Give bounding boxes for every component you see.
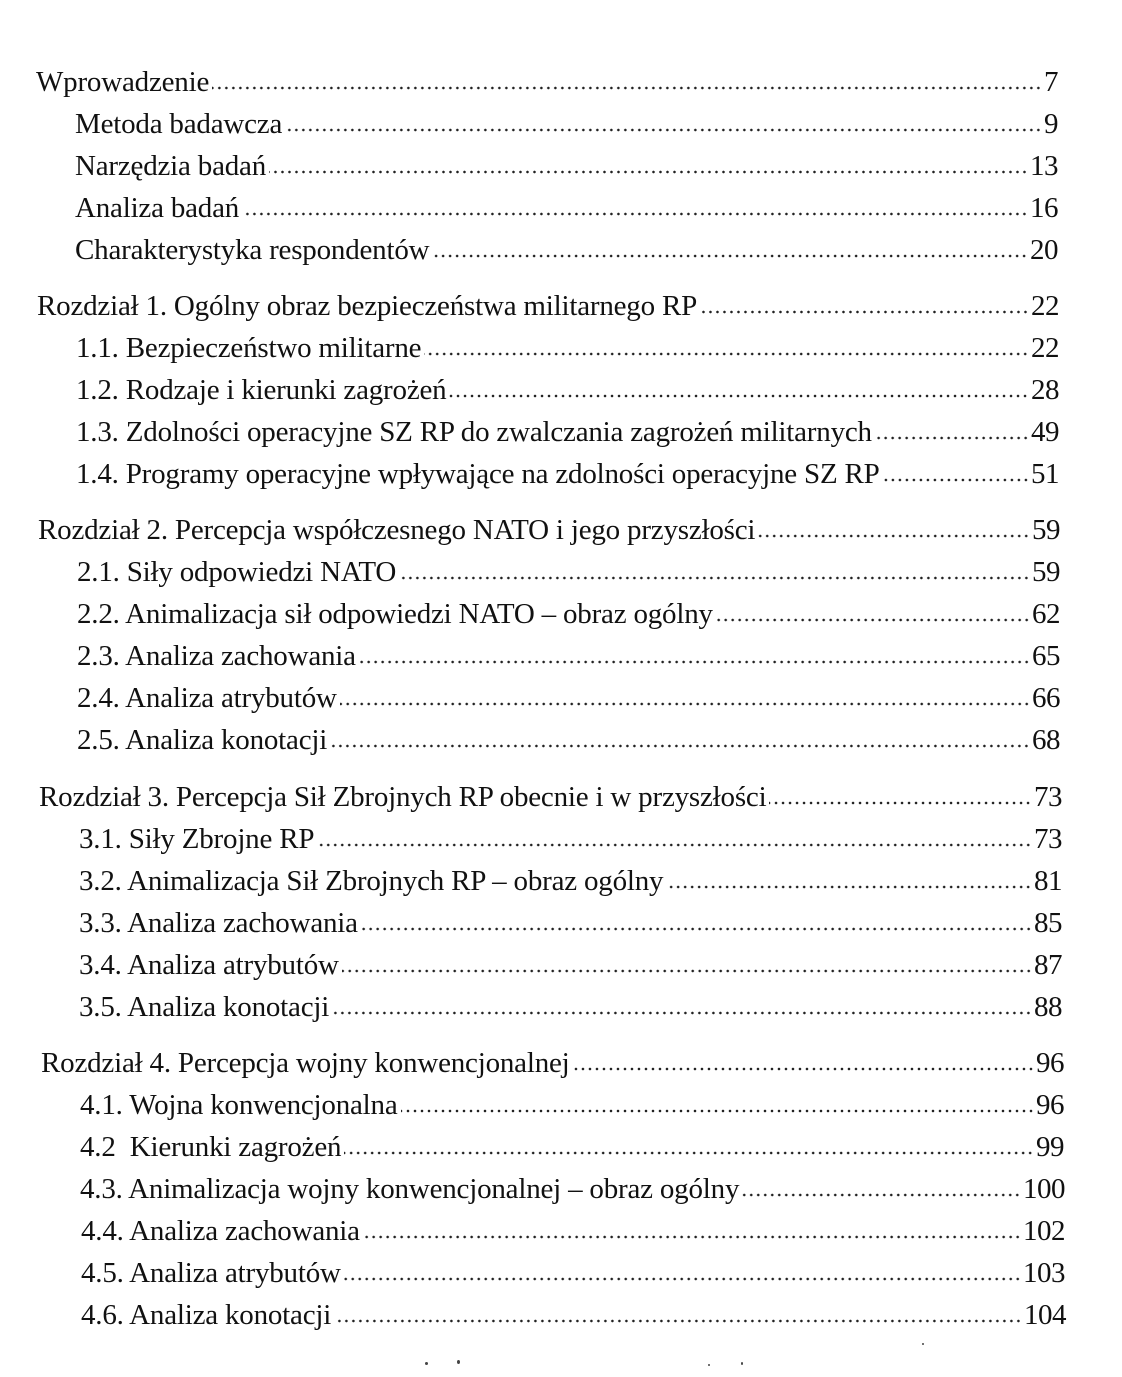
- toc-entry-title: 4.4. Analiza zachowania: [81, 1215, 360, 1247]
- toc-entry-page: 16: [1030, 192, 1058, 224]
- toc-entry-chapter-3: [39, 777, 1062, 817]
- toc-entry-title: 3.5. Analiza konotacji: [79, 991, 330, 1023]
- toc-entry-title: 4.3. Animalizacja wojny konwencjonalnej – obraz ogólny: [80, 1173, 740, 1205]
- dot-leader: [317, 842, 1032, 848]
- toc-subentry: [79, 945, 1062, 985]
- toc-entry-page: 99: [1036, 1131, 1064, 1163]
- toc-subentry: [77, 552, 1060, 592]
- toc-subentry: [76, 370, 1059, 410]
- toc-entry-page: 7: [1044, 66, 1058, 98]
- toc-entry-page: 51: [1031, 458, 1059, 490]
- toc-entry-title: 2.5. Analiza konotacji: [77, 724, 328, 756]
- toc-entry-page: 49: [1031, 416, 1059, 448]
- dot-leader: [344, 1276, 1021, 1282]
- toc-entry-title: 1.4. Programy operacyjne wpływające na zdolności operacyjne SZ RP: [76, 458, 880, 490]
- toc-entry-title: Charakterystyka respondentów: [75, 234, 430, 266]
- dot-leader: [330, 743, 1030, 749]
- toc-entry-title: 3.4. Analiza atrybutów: [79, 949, 339, 981]
- toc-entry-page: 59: [1032, 556, 1060, 588]
- toc-subentry: [76, 328, 1059, 368]
- toc-entry-title: 4.5. Analiza atrybutów: [81, 1257, 341, 1289]
- toc-entry-title: 2.1. Siły odpowiedzi NATO: [77, 556, 397, 588]
- dot-leader: [742, 1192, 1021, 1198]
- toc-subentry: [77, 678, 1060, 718]
- dot-leader: [242, 211, 1028, 217]
- dot-leader: [666, 884, 1032, 890]
- toc-entry-page: 73: [1034, 823, 1062, 855]
- toc-entry-title: 4.1. Wojna konwencjonalna: [80, 1089, 398, 1121]
- scan-speck: [708, 1364, 710, 1366]
- toc-subentry: [77, 636, 1060, 676]
- toc-entry-title: Rozdział 1. Ogólny obraz bezpieczeństwa militarnego RP: [37, 290, 698, 322]
- toc-subentry: [81, 1295, 1066, 1335]
- toc-entry-page: 96: [1036, 1047, 1064, 1079]
- toc-entry-title: 1.2. Rodzaje i kierunki zagrożeń: [76, 374, 447, 406]
- scan-speck: [741, 1362, 743, 1365]
- toc-entry-title: Rozdział 3. Percepcja Sił Zbrojnych RP obecnie i w przyszłości: [39, 781, 767, 813]
- toc-subentry: [75, 188, 1058, 228]
- dot-leader: [758, 533, 1030, 539]
- toc-entry-page: 65: [1032, 640, 1060, 672]
- toc-entry-title: 3.3. Analiza zachowania: [79, 907, 358, 939]
- toc-subentry: [77, 720, 1060, 760]
- toc-entry-page: 59: [1032, 514, 1060, 546]
- toc-subentry: [79, 987, 1062, 1027]
- dot-leader: [361, 926, 1032, 932]
- toc-entry-page: 81: [1034, 865, 1062, 897]
- toc-subentry: [75, 230, 1058, 270]
- toc-subentry: [79, 861, 1062, 901]
- dot-leader: [359, 659, 1030, 665]
- dot-leader: [344, 1150, 1034, 1156]
- toc-entry-title: Narzędzia badań: [75, 150, 267, 182]
- dot-leader: [332, 1010, 1032, 1016]
- dot-leader: [449, 393, 1029, 399]
- toc-subentry: [80, 1085, 1064, 1125]
- toc-entry-page: 20: [1030, 234, 1058, 266]
- toc-entry-chapter-2: [38, 510, 1060, 550]
- toc-entry-title: 4.2 Kierunki zagrożeń: [80, 1131, 342, 1163]
- toc-entry-page: 85: [1034, 907, 1062, 939]
- toc-entry-page: 22: [1031, 290, 1059, 322]
- toc-entry-title: Rozdział 4. Percepcja wojny konwencjonalnej: [41, 1047, 570, 1079]
- dot-leader: [399, 575, 1030, 581]
- toc-subentry: [77, 594, 1060, 634]
- toc-subentry: [76, 412, 1059, 452]
- toc-subentry: [76, 454, 1059, 494]
- dot-leader: [212, 85, 1042, 91]
- toc-entry-page: 22: [1031, 332, 1059, 364]
- toc-subentry: [81, 1253, 1065, 1293]
- dot-leader: [769, 800, 1032, 806]
- toc-entry-page: 68: [1032, 724, 1060, 756]
- scan-speck: [457, 1360, 460, 1364]
- toc-entry-title: Analiza badań: [75, 192, 240, 224]
- dot-leader: [401, 1108, 1035, 1114]
- toc-entry-title: 2.4. Analiza atrybutów: [77, 682, 337, 714]
- dot-leader: [883, 477, 1029, 483]
- dot-leader: [363, 1234, 1021, 1240]
- dot-leader: [700, 309, 1029, 315]
- toc-entry-chapter-1: [37, 286, 1059, 326]
- toc-entry-page: 28: [1031, 374, 1059, 406]
- toc-subentry: [80, 1169, 1065, 1209]
- dot-leader: [716, 617, 1030, 623]
- toc-entry-intro: [36, 62, 1058, 102]
- toc-entry-page: 13: [1030, 150, 1058, 182]
- toc-entry-page: 96: [1036, 1089, 1064, 1121]
- toc-entry-page: 103: [1023, 1257, 1065, 1289]
- dot-leader: [875, 435, 1029, 441]
- toc-entry-chapter-4: [41, 1043, 1064, 1083]
- dot-leader: [432, 253, 1028, 259]
- scan-speck: [922, 1343, 924, 1345]
- toc-entry-page: 9: [1044, 108, 1058, 140]
- toc-entry-page: 87: [1034, 949, 1062, 981]
- dot-leader: [573, 1066, 1034, 1072]
- toc-entry-title: Wprowadzenie: [36, 66, 210, 98]
- dot-leader: [285, 127, 1042, 133]
- toc-entry-page: 88: [1034, 991, 1062, 1023]
- toc-entry-title: 2.3. Analiza zachowania: [77, 640, 356, 672]
- toc-entry-title: 3.1. Siły Zbrojne RP: [79, 823, 315, 855]
- toc-entry-page: 62: [1032, 598, 1060, 630]
- toc-subentry: [79, 819, 1062, 859]
- dot-leader: [342, 968, 1032, 974]
- toc-entry-page: 102: [1023, 1215, 1065, 1247]
- dot-leader: [334, 1318, 1022, 1324]
- toc-subentry: [79, 903, 1062, 943]
- toc-subentry: [75, 104, 1058, 144]
- toc-entry-page: 66: [1032, 682, 1060, 714]
- toc-entry-title: 2.2. Animalizacja sił odpowiedzi NATO – obraz ogólny: [77, 598, 713, 630]
- toc-entry-title: 1.3. Zdolności operacyjne SZ RP do zwalczania zagrożeń militarnych: [76, 416, 872, 448]
- toc-entry-title: 4.6. Analiza konotacji: [81, 1299, 332, 1331]
- toc-subentry: [81, 1211, 1065, 1251]
- toc-entry-page: 100: [1023, 1173, 1065, 1205]
- toc-entry-page: 73: [1034, 781, 1062, 813]
- dot-leader: [269, 169, 1028, 175]
- toc-entry-title: Rozdział 2. Percepcja współczesnego NATO i jego przyszłości: [38, 514, 756, 546]
- toc-entry-title: Metoda badawcza: [75, 108, 283, 140]
- dot-leader: [340, 701, 1030, 707]
- toc-subentry: [75, 146, 1058, 186]
- dot-leader: [424, 351, 1029, 357]
- toc-entry-page: 104: [1024, 1299, 1066, 1331]
- toc-entry-title: 1.1. Bezpieczeństwo militarne: [76, 332, 422, 364]
- scan-speck: [425, 1362, 428, 1365]
- toc-subentry: [80, 1127, 1064, 1167]
- toc-entry-title: 3.2. Animalizacja Sił Zbrojnych RP – obraz ogólny: [79, 865, 664, 897]
